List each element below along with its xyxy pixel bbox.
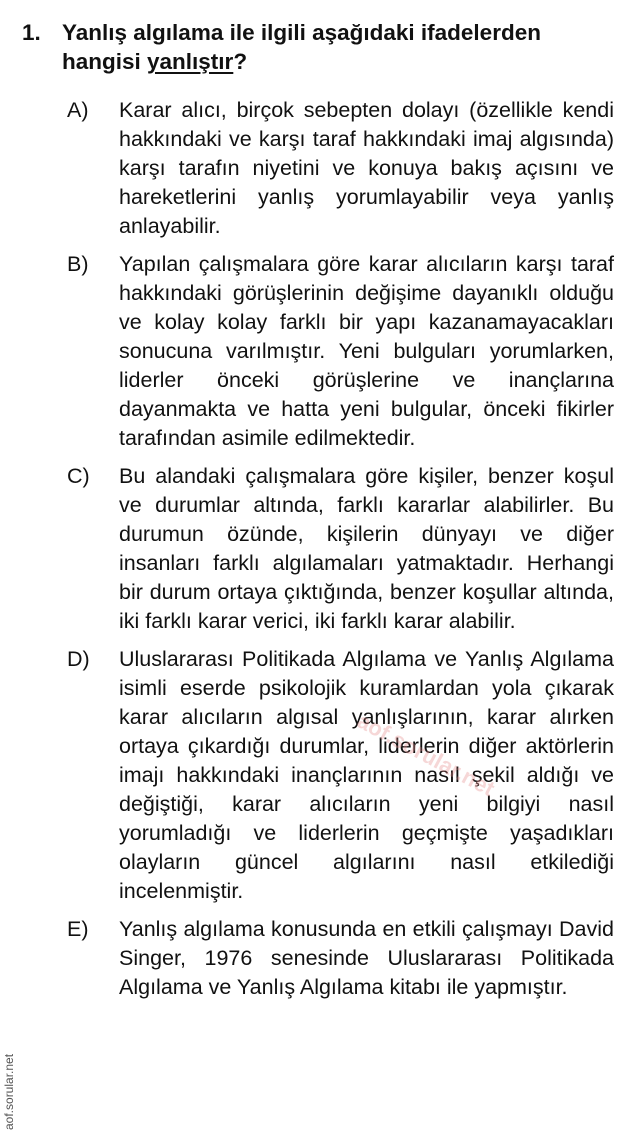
question-text: [62, 18, 622, 76]
option-text: Yanlış algılama konusunda en etkili çalışmayı David Singer, 1976 senesinde Uluslararası Politikada Algılama ve Yanlış Algılama kitabı ile yapmıştır.: [119, 917, 614, 999]
option-text: Uluslararası Politikada Algılama ve Yanlış Algılama isimli eserde psikolojik kuramlardan yola çıkarak karar alıcıların algısal yanlışlarının, karar alırken ortaya çıkardığı durumlar, liderlerin diğer aktörlerin imajı hakkındaki inançlarının nasıl şekil aldığı ve değiştiği, karar alıcıların yeni bilgiyi nasıl yorumladığı ve liderlerin geçmişte yaşadıkları olayların güncel algılarını nasıl etkilediği incelenmiştir.: [119, 647, 614, 903]
side-watermark: [2, 1030, 18, 1130]
option-e[interactable]: [22, 915, 622, 1002]
option-letter: E): [67, 917, 89, 941]
question-stem: [22, 18, 622, 76]
option-text: Yapılan çalışmalara göre karar alıcıların karşı taraf hakkındaki görüşlerinin değişime dayanıklı olduğu ve kolay kolay farklı bir yapı kazanamayacakları sonucuna varılmıştır. Yeni bulguları yorumlarken, liderler önceki görüşlerine ve inançlarına dayanmakta ve hatta yeni bulgular, önceki fikirler tarafından asimile edilmektedir.: [119, 252, 614, 450]
option-b[interactable]: [22, 250, 622, 453]
answer-options: [22, 96, 622, 1002]
option-letter: D): [67, 647, 90, 671]
option-text: Karar alıcı, birçok sebepten dolayı (özellikle kendi hakkındaki ve karşı taraf hakkındaki imaj algısında) karşı tarafın niyetini ve konuya bakış açısını ve hareketlerini yanlış yorumlayabilir veya yanlış anlayabilir.: [119, 98, 614, 238]
question-number: 1.: [22, 20, 41, 45]
option-d[interactable]: [22, 645, 622, 906]
side-watermark-text: aof.sorular.net: [2, 1053, 16, 1130]
question: [22, 18, 622, 1011]
question-text-underlined: yanlıştır: [147, 49, 234, 74]
question-text-after: ?: [233, 49, 248, 74]
option-text: Bu alandaki çalışmalara göre kişiler, benzer koşul ve durumlar altında, farklı kararlar alabilirler. Bu durumun özünde, kişilerin dünyayı ve diğer insanları farklı algılamaları yatmaktadır. Herhangi bir durum ortaya çıktığında, benzer koşullar altında, iki farklı karar verici, iki farklı karar alabilir.: [119, 464, 614, 633]
option-letter: A): [67, 98, 89, 122]
option-a[interactable]: [22, 96, 622, 241]
center-watermark: aof.sorular.net: [353, 707, 499, 802]
option-c[interactable]: [22, 462, 622, 636]
option-letter: C): [67, 464, 90, 488]
option-letter: B): [67, 252, 89, 276]
question-text-before: Yanlış algılama ile ilgili aşağıdaki ifadelerden hangisi: [62, 20, 541, 74]
